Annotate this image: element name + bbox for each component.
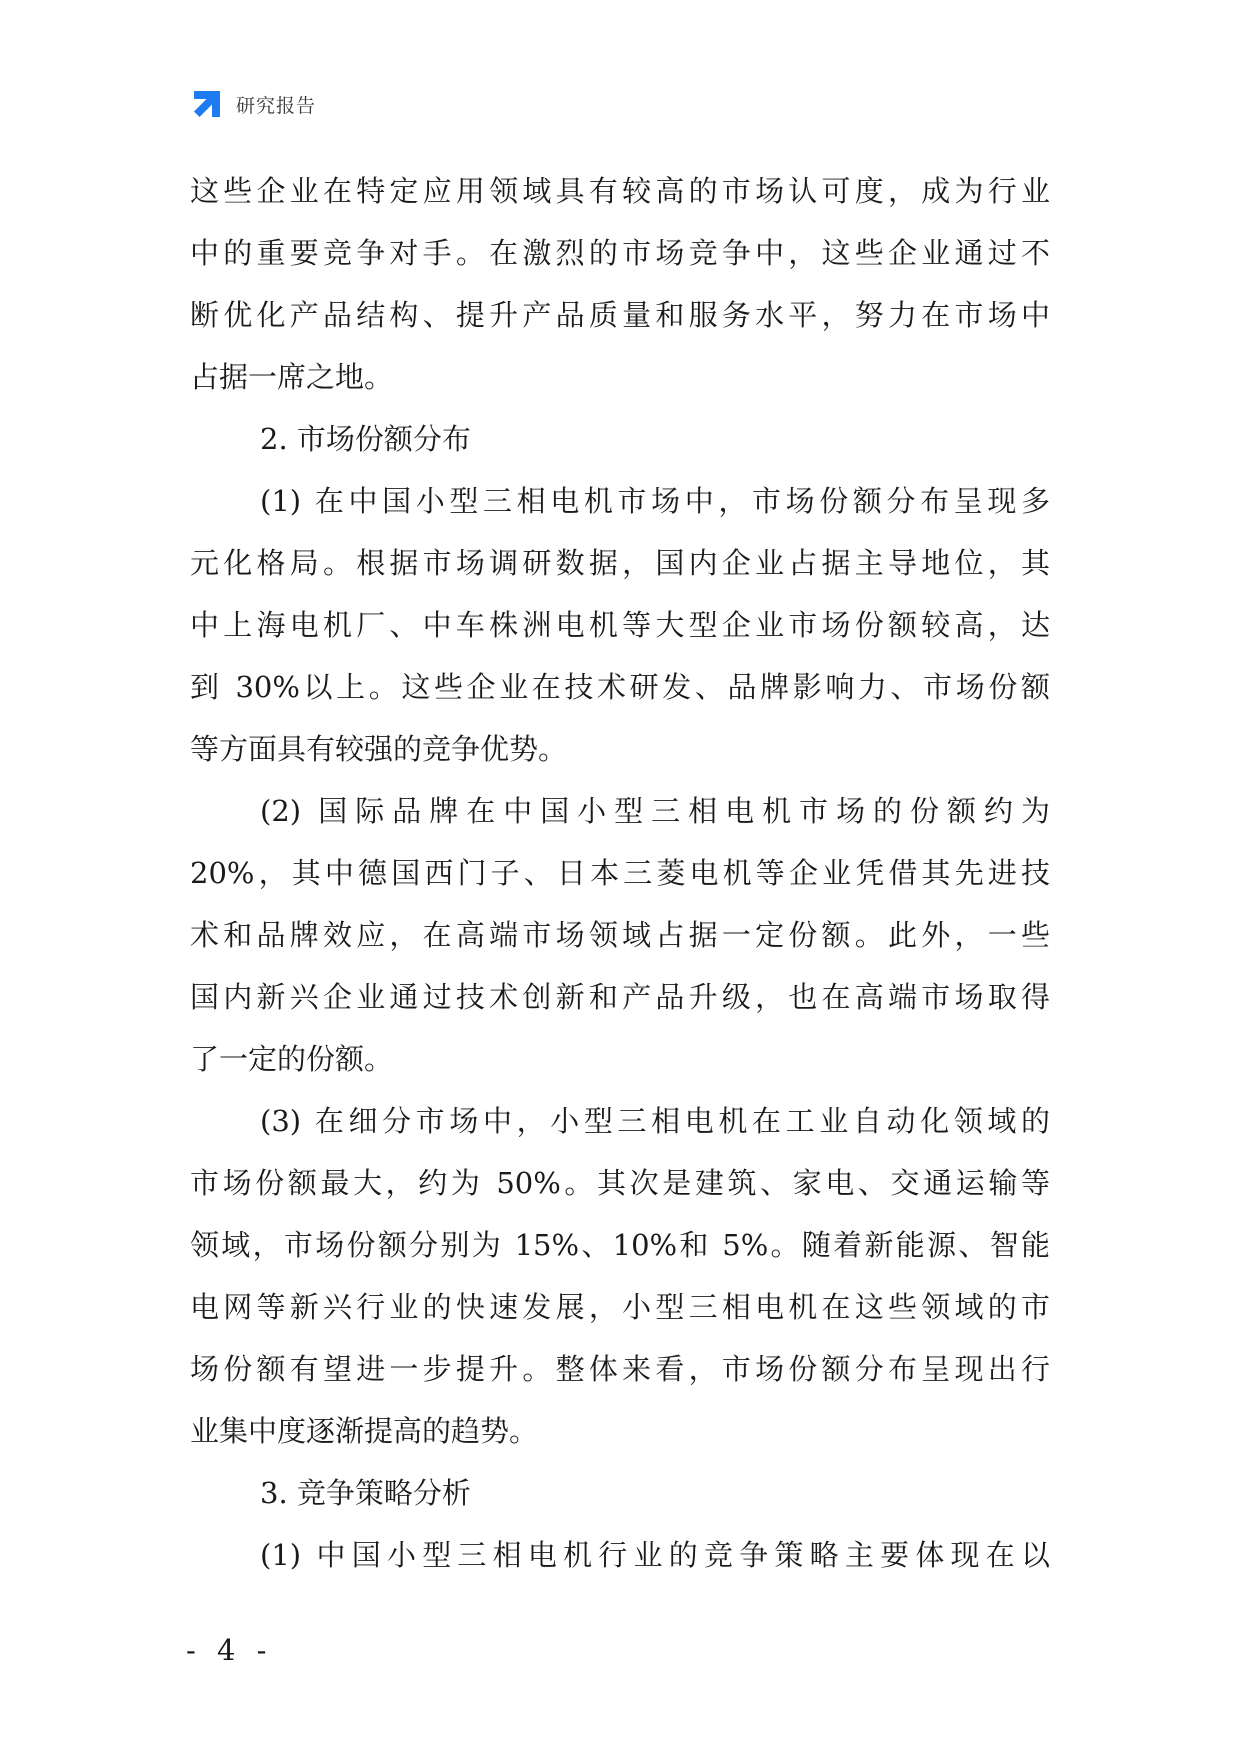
paragraph-line: 了一定的份额。 xyxy=(190,1042,394,1076)
paragraph-line: 到 30%以上。这些企业在技术研发、品牌影响力、市场份额 xyxy=(190,670,1050,704)
paragraph-line: 市场份额最大，约为 50%。其次是建筑、家电、交通运输等 xyxy=(190,1166,1050,1200)
section-heading: 3. 竞争策略分析 xyxy=(260,1476,471,1510)
paragraph-line: (1) 中国小型三相电机行业的竞争策略主要体现在以 xyxy=(260,1538,1050,1572)
paragraph-line: 断优化产品结构、提升产品质量和服务水平，努力在市场中 xyxy=(190,298,1050,332)
paragraph-line: 领域，市场份额分别为 15%、10%和 5%。随着新能源、智能 xyxy=(190,1228,1050,1262)
section-heading: 2. 市场份额分布 xyxy=(260,422,471,456)
header-title: 研究报告 xyxy=(236,94,317,117)
report-header xyxy=(190,86,316,122)
arrow-up-right-icon xyxy=(190,87,224,121)
paragraph-line: (1) 在中国小型三相电机市场中，市场份额分布呈现多 xyxy=(260,484,1050,518)
paragraph-line: 电网等新兴行业的快速发展，小型三相电机在这些领域的市 xyxy=(190,1290,1050,1324)
paragraph-line: 中上海电机厂、中车株洲电机等大型企业市场份额较高，达 xyxy=(190,608,1050,642)
paragraph-line: 国内新兴企业通过技术创新和产品升级，也在高端市场取得 xyxy=(190,980,1050,1014)
paragraph-line: 术和品牌效应，在高端市场领域占据一定份额。此外，一些 xyxy=(190,918,1050,952)
paragraph-line: 业集中度逐渐提高的趋势。 xyxy=(190,1414,539,1448)
document-body xyxy=(190,160,1050,1586)
paragraph-line: (2) 国际品牌在中国小型三相电机市场的份额约为 xyxy=(260,794,1050,828)
paragraph-line: 20%，其中德国西门子、日本三菱电机等企业凭借其先进技 xyxy=(190,856,1050,890)
paragraph-line: 等方面具有较强的竞争优势。 xyxy=(190,732,568,766)
paragraph-line: (3) 在细分市场中，小型三相电机在工业自动化领域的 xyxy=(260,1104,1050,1138)
paragraph-line: 元化格局。根据市场调研数据，国内企业占据主导地位，其 xyxy=(190,546,1050,580)
paragraph-line: 占据一席之地。 xyxy=(190,360,394,394)
paragraph-line: 场份额有望进一步提升。整体来看，市场份额分布呈现出行 xyxy=(190,1352,1050,1386)
page-number: - 4 - xyxy=(186,1633,273,1667)
paragraph-line: 这些企业在特定应用领域具有较高的市场认可度，成为行业 xyxy=(190,174,1050,208)
paragraph-line: 中的重要竞争对手。在激烈的市场竞争中，这些企业通过不 xyxy=(190,236,1050,270)
